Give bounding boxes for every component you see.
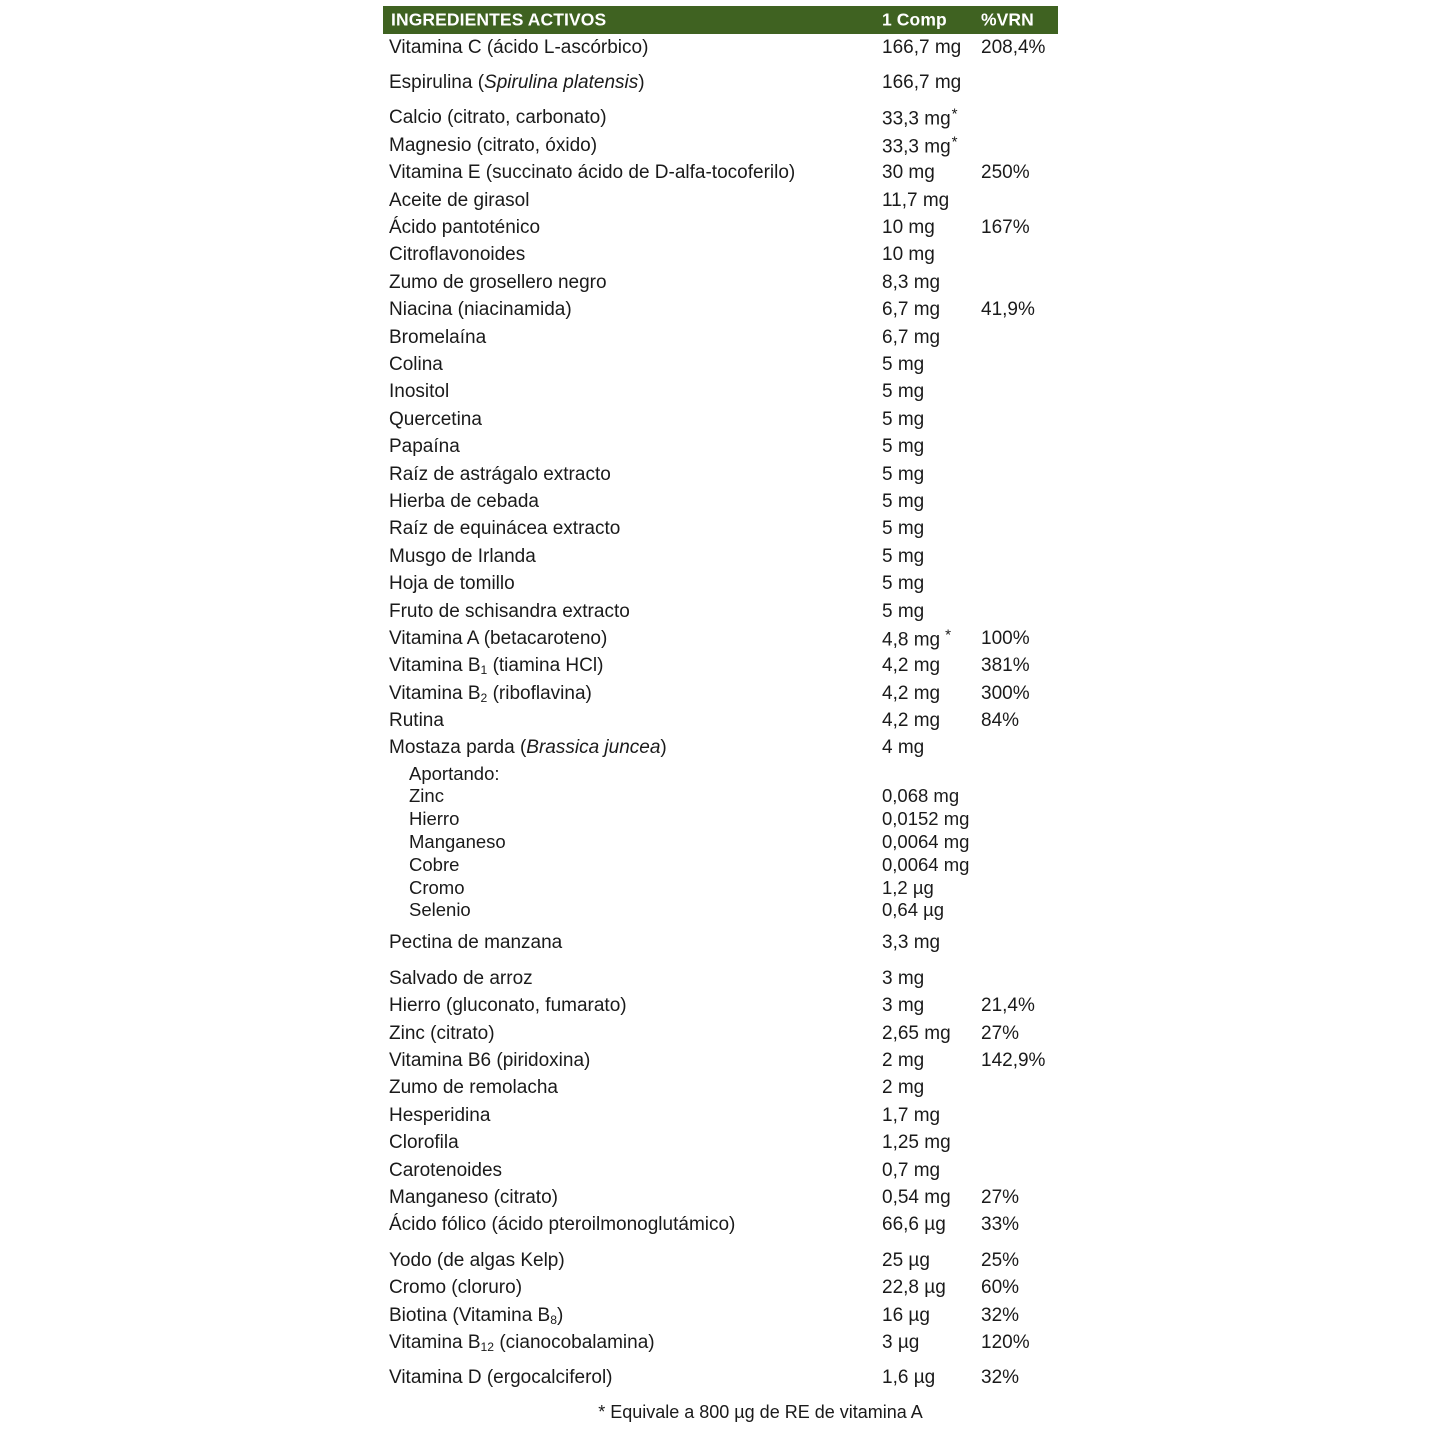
footnote-text: * Equivale a 800 µg de RE de vitamina A (598, 1402, 923, 1422)
amount-per-tablet: 33,3 mg* (882, 133, 958, 158)
table-row (383, 406, 1058, 433)
amount-per-tablet: 66,6 µg (882, 1214, 946, 1236)
vrn-percent: 381% (981, 655, 1030, 677)
ingredient-name: Carotenoides (389, 1159, 503, 1181)
ingredient-name: Vitamina $B_1$ (tiamina HCl) (389, 655, 604, 678)
table-row (383, 1184, 1058, 1211)
ingredient-name: Raíz de astrágalo extracto (389, 463, 611, 485)
table-row (383, 762, 1058, 785)
vrn-percent: 250% (981, 162, 1030, 184)
table-row (383, 1365, 1058, 1392)
table-row (383, 653, 1058, 680)
amount-per-tablet: 5 mg (882, 600, 925, 622)
footnote-asterisk: * (945, 626, 952, 644)
amount-per-tablet: 16 µg (882, 1304, 930, 1326)
vrn-percent: 33% (981, 1214, 1020, 1236)
table-row (383, 34, 1058, 61)
footnote-asterisk: * (951, 106, 958, 124)
vrn-percent: 142,9% (981, 1049, 1046, 1071)
table-row (383, 1212, 1058, 1239)
amount-per-tablet: 8,3 mg (882, 271, 941, 293)
ingredient-name: Ácido fólico (ácido pteroilmonoglutámico) (389, 1214, 736, 1236)
ingredient-name: Aceite de girasol (389, 189, 530, 211)
table-row (383, 930, 1058, 957)
table-row (383, 324, 1058, 351)
table-row (383, 625, 1058, 652)
amount-per-tablet: 3,3 mg (882, 932, 941, 954)
vitamin-subscript: 8 (550, 1312, 557, 1327)
table-row (383, 433, 1058, 460)
amount-per-tablet: 4 mg (882, 737, 925, 759)
vrn-percent: 167% (981, 217, 1030, 239)
table-row (383, 808, 1058, 831)
ingredient-name: Colina (389, 353, 443, 375)
ingredient-name: Hierro (gluconato, fumarato) (389, 995, 627, 1017)
ingredient-name: Yodo (de algas Kelp) (389, 1249, 565, 1271)
table-row (383, 680, 1058, 707)
table-row (383, 351, 1058, 378)
footnote-asterisk: * (951, 133, 958, 151)
amount-per-tablet: 33,3 mg* (882, 106, 958, 130)
ingredient-name: Zumo de grosellero negro (389, 271, 607, 293)
table-row (383, 187, 1058, 214)
ingredient-name: Clorofila (389, 1132, 459, 1154)
amount-per-tablet: 5 mg (882, 436, 925, 458)
table-row (383, 379, 1058, 406)
vrn-percent: 41,9% (981, 299, 1035, 321)
amount-per-tablet: 3 µg (882, 1331, 920, 1353)
amount-per-tablet: 11,7 mg (882, 189, 950, 211)
ingredients-table (383, 6, 1058, 1392)
amount-per-tablet: 30 mg (882, 162, 935, 184)
ingredient-name: Vitamina $B_{12}$ (cianocobalamina) (389, 1331, 655, 1354)
table-row (383, 1075, 1058, 1102)
ingredient-name: Niacina (niacinamida) (389, 299, 572, 321)
ingredient-name: Zinc (citrato) (389, 1022, 495, 1044)
amount-per-tablet: 2 mg (882, 1077, 925, 1099)
table-row (383, 160, 1058, 187)
vrn-percent: 27% (981, 1186, 1020, 1208)
vrn-percent: 84% (981, 710, 1020, 732)
amount-per-tablet: 10 mg (882, 244, 935, 266)
amount-per-tablet: 1,2 µg (882, 876, 934, 898)
amount-per-tablet: 5 mg (882, 545, 925, 567)
ingredient-name: Vitamina B6 (piridoxina) (389, 1049, 591, 1071)
amount-per-tablet: 5 mg (882, 490, 925, 512)
table-row (383, 488, 1058, 515)
amount-per-tablet: 166,7 mg (882, 72, 962, 94)
vitamin-subscript: 2 (480, 690, 488, 705)
ingredient-name: Magnesio (citrato, óxido) (389, 134, 598, 156)
table-row (383, 570, 1058, 597)
ingredient-name: Mostaza parda (Brassica juncea) (389, 737, 667, 759)
ingredient-name: Cromo (409, 876, 465, 898)
table-row (383, 1274, 1058, 1301)
table-row (383, 735, 1058, 762)
ingredient-name: Espirulina (Spirulina platensis) (389, 72, 645, 94)
amount-per-tablet: 22,8 µg (882, 1277, 946, 1299)
table-row (383, 993, 1058, 1020)
ingredient-name: Biotina (Vitamina $B_8$) (389, 1304, 564, 1327)
ingredient-name: Manganeso (citrato) (389, 1186, 558, 1208)
amount-per-tablet: 4,8 mg * (882, 626, 952, 651)
column-header-ingredients: INGREDIENTES ACTIVOS (391, 9, 607, 30)
table-row (383, 831, 1058, 854)
table-row (383, 516, 1058, 543)
ingredient-name: Quercetina (389, 408, 482, 430)
ingredient-name: Musgo de Irlanda (389, 545, 536, 567)
ingredient-name: Zumo de remolacha (389, 1077, 558, 1099)
table-row (383, 785, 1058, 808)
ingredient-name: Zinc (409, 785, 444, 807)
amount-per-tablet: 0,64 µg (882, 899, 945, 921)
amount-per-tablet: 2,65 mg (882, 1022, 951, 1044)
ingredient-name: Bromelaína (389, 326, 487, 348)
table-row (383, 876, 1058, 899)
ingredient-name: Papaína (389, 436, 460, 458)
table-row (383, 853, 1058, 876)
table-body (383, 34, 1058, 1392)
table-row (383, 269, 1058, 296)
amount-per-tablet: 10 mg (882, 217, 935, 239)
amount-per-tablet: 3 mg (882, 995, 925, 1017)
amount-per-tablet: 2 mg (882, 1049, 925, 1071)
ingredient-name: Inositol (389, 381, 450, 403)
ingredient-name: Salvado de arroz (389, 967, 533, 989)
vitamin-subscript: 12 (480, 1339, 495, 1354)
table-row (383, 105, 1058, 132)
ingredient-name: Manganeso (409, 830, 506, 852)
ingredient-name: Hierba de cebada (389, 490, 539, 512)
table-row (383, 132, 1058, 159)
ingredient-name: Selenio (409, 899, 471, 921)
ingredient-name: Citroflavonoides (389, 244, 526, 266)
table-row (383, 707, 1058, 734)
amount-per-tablet: 1,7 mg (882, 1104, 941, 1126)
table-row (383, 461, 1058, 488)
amount-per-tablet: 0,0152 mg (882, 808, 970, 830)
table-row (383, 1329, 1058, 1356)
botanical-name: Spirulina platensis (484, 72, 639, 94)
ingredient-name: Hoja de tomillo (389, 573, 515, 595)
amount-per-tablet: 0,0064 mg (882, 830, 970, 852)
ingredient-name: Vitamina $B_2$ (riboflavina) (389, 682, 592, 705)
amount-per-tablet: 25 µg (882, 1249, 930, 1271)
table-row (383, 1247, 1058, 1274)
ingredient-name: Vitamina A (betacaroteno) (389, 627, 608, 649)
table-row (383, 69, 1058, 96)
table-row (383, 242, 1058, 269)
ingredient-name: Hesperidina (389, 1104, 491, 1126)
table-row (383, 1129, 1058, 1156)
vrn-percent: 100% (981, 627, 1030, 649)
ingredient-name: Cobre (409, 853, 460, 875)
ingredient-name: Aportando: (409, 762, 500, 784)
ingredient-name: Vitamina C (ácido L-ascórbico) (389, 36, 649, 58)
vrn-percent: 21,4% (981, 995, 1035, 1017)
amount-per-tablet: 0,0064 mg (882, 853, 970, 875)
table-row (383, 1020, 1058, 1047)
amount-per-tablet: 5 mg (882, 573, 925, 595)
vrn-percent: 27% (981, 1022, 1020, 1044)
amount-per-tablet: 5 mg (882, 353, 925, 375)
ingredient-name: Hierro (409, 808, 460, 830)
amount-per-tablet: 4,2 mg (882, 682, 941, 704)
amount-per-tablet: 5 mg (882, 381, 925, 403)
ingredient-name: Cromo (cloruro) (389, 1277, 523, 1299)
table-row (383, 1302, 1058, 1329)
vrn-percent: 32% (981, 1367, 1020, 1389)
ingredient-name: Rutina (389, 710, 444, 732)
table-row (383, 598, 1058, 625)
ingredient-name: Fruto de schisandra extracto (389, 600, 630, 622)
ingredient-name: Calcio (citrato, carbonato) (389, 107, 607, 129)
vrn-percent: 120% (981, 1331, 1030, 1353)
vitamin-subscript: 1 (480, 663, 488, 678)
table-row (383, 297, 1058, 324)
table-row (383, 1157, 1058, 1184)
amount-per-tablet: 5 mg (882, 408, 925, 430)
vrn-percent: 208,4% (981, 36, 1046, 58)
table-row (383, 543, 1058, 570)
table-row (383, 899, 1058, 922)
ingredient-name: Pectina de manzana (389, 932, 563, 954)
vrn-percent: 32% (981, 1304, 1020, 1326)
botanical-name: Brassica juncea (526, 737, 661, 759)
table-row (383, 1047, 1058, 1074)
vrn-percent: 60% (981, 1277, 1020, 1299)
amount-per-tablet: 4,2 mg (882, 710, 941, 732)
table-row (383, 1102, 1058, 1129)
amount-per-tablet: 3 mg (882, 967, 925, 989)
amount-per-tablet: 1,6 µg (882, 1367, 936, 1389)
vrn-percent: 300% (981, 682, 1030, 704)
ingredient-name: Ácido pantoténico (389, 217, 541, 239)
table-footnote (0, 1402, 1445, 1423)
amount-per-tablet: 0,068 mg (882, 785, 960, 807)
amount-per-tablet: 0,54 mg (882, 1186, 951, 1208)
table-row (383, 214, 1058, 241)
ingredient-name: Raíz de equinácea extracto (389, 518, 621, 540)
amount-per-tablet: 6,7 mg (882, 326, 941, 348)
amount-per-tablet: 0,7 mg (882, 1159, 941, 1181)
ingredient-name: Vitamina E (succinato ácido de D-alfa-tocoferilo) (389, 162, 796, 184)
table-row (383, 965, 1058, 992)
vrn-percent: 25% (981, 1249, 1020, 1271)
amount-per-tablet: 4,2 mg (882, 655, 941, 677)
amount-per-tablet: 1,25 mg (882, 1132, 951, 1154)
amount-per-tablet: 5 mg (882, 463, 925, 485)
table-header-row (383, 6, 1058, 34)
column-header-vrn: %VRN (981, 9, 1034, 30)
amount-per-tablet: 6,7 mg (882, 299, 941, 321)
amount-per-tablet: 5 mg (882, 518, 925, 540)
amount-per-tablet: 166,7 mg (882, 36, 962, 58)
column-header-per-tablet: 1 Comp (882, 9, 947, 30)
ingredient-name: Vitamina D (ergocalciferol) (389, 1367, 613, 1389)
